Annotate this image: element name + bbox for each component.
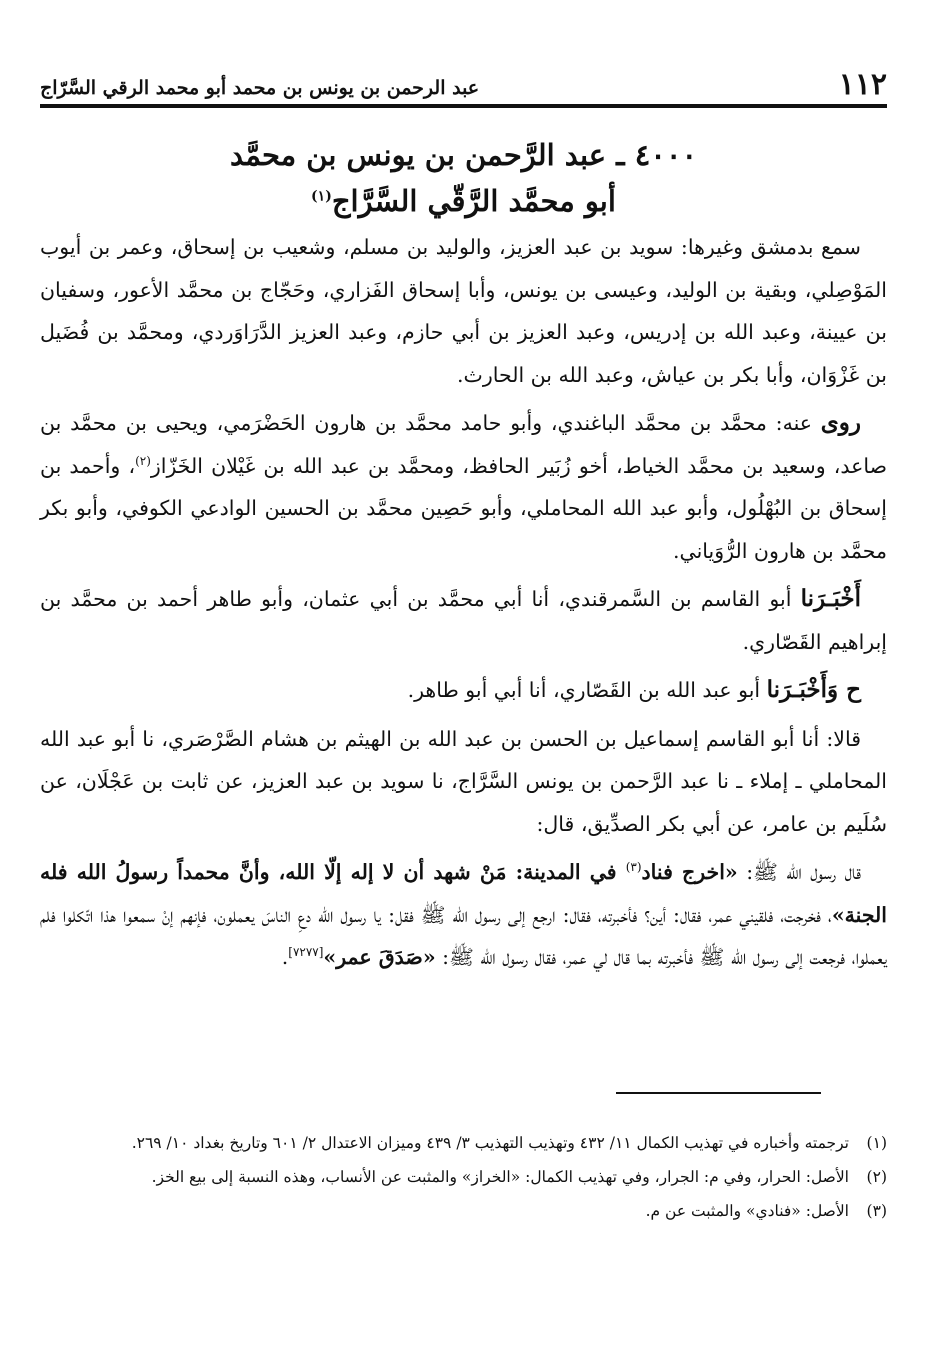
paragraph-text: ، وأحمد بن إسحاق بن البُهْلُول، وأبو عبد الله المحاملي، وأبو حَصِين محمَّد بن الحسين الوادعي الكوفي، وأبو بكر محمَّد بن هارون الرُّوَياني.	[40, 453, 887, 563]
header-divider	[40, 107, 887, 108]
paragraph-hadith	[40, 851, 887, 979]
entry-title	[40, 132, 887, 224]
hadith-quote: «اخرج فناد	[641, 860, 738, 884]
main-text	[40, 226, 887, 985]
paragraph-text: ، فخرجت، فلقيني عمر، فقال: أين؟ فأخبرته، فقال: ارجع إلى رسول الله ﷺ فقل: يا رسول الله دعِ الناسَ يعملون، فإنهم إنْ سمعوا هذا اتّكلوا فلم يعملوا، فرجعت إلى رسول الله ﷺ فأخبرته بما قال لي عمر، فقال رسول الله ﷺ:	[40, 902, 887, 969]
paragraph-students	[40, 402, 887, 572]
footnote-text: الأصل: الحرار، وفي م: الجرار، وفي تهذيب الكمال: «الخراز» والمثبت عن الأنساب، وهذه النسبة إلى بيع الخز.	[151, 1168, 849, 1186]
paragraph-teachers: سمع بدمشق وغيرها: سويد بن عبد العزيز، والوليد بن مسلم، وشعيب بن إسحاق، وعمر بن أيوب المَوْصِلي، وبقية بن الوليد، وعيسى بن يونس، وأبا إسحاق الفَزاري، وحَجّاج بن محمَّد الأعور، وسفيان بن عيينة، وعبد الله بن إدريس، وعبد العزيز بن أبي حازم، وعبد العزيز الدَّرَاوَردي، ومحمَّد بن فُضَيل بن غَزْوَان، وأبا بكر بن عياش، وعبد الله بن الحارث.	[40, 235, 887, 387]
entry-title-line2-text: أبو محمَّد الرَّقّي السَّرَّاج	[331, 184, 616, 218]
hadith-number: [٧٢٧٧]	[288, 945, 324, 960]
paragraph-isnad-1	[40, 578, 887, 663]
footnotes	[40, 1128, 887, 1230]
paragraph-isnad-3: قالا: أنا أبو القاسم إسماعيل بن الحسن بن عبد الله بن الهيثم بن هشام الصَّرْصَري، نا أبو عبد الله المحاملي ـ إملاء ـ نا عبد الرَّحمن بن يونس السَّرَّاج، نا سويد بن عبد العزيز، عن ثابت بن عَجْلَان، عن سُلَيم بن عامر، عن أبي بكر الصدِّيق، قال:	[40, 726, 887, 836]
footnote	[40, 1162, 887, 1192]
paragraph-text: قال رسول الله ﷺ:	[737, 860, 862, 884]
paragraph-isnad-2	[40, 669, 887, 712]
lead-word: روى	[820, 409, 861, 436]
page-number: ١١٢	[838, 67, 887, 102]
footnote-marker: (٣)	[866, 1202, 887, 1220]
footnote-text: ترجمته وأخباره في تهذيب الكمال ١١/ ٤٣٢ وتهذيب التهذيب ٣/ ٤٣٩ وميزان الاعتدال ٢/ ٦٠١ وتاريخ بغداد ١٠/ ٢٦٩.	[131, 1134, 849, 1152]
paragraph-text: أبو عبد الله بن القَصّاري، أنا أبي أبو طاهر.	[407, 678, 767, 702]
footnote-ref[interactable]: (٢)	[135, 453, 151, 468]
entry-title-line1: ٤٠٠٠ ـ عبد الرَّحمن بن يونس بن محمَّد	[229, 138, 698, 172]
paragraph-text: أبو القاسم بن السَّمرقندي، أنا أبي محمَّد بن أبي عثمان، وأبو طاهر أحمد بن محمَّد بن إبراهيم القَصّاري.	[40, 587, 887, 654]
footnote	[40, 1128, 887, 1158]
footnote-text: الأصل: «فنادي» والمثبت عن م.	[645, 1202, 849, 1220]
footnote-divider	[616, 1092, 821, 1094]
hadith-quote: «صَدَقَ عمر»	[323, 945, 436, 969]
hadith-quote: في المدينة: مَنْ شهد أن لا إله إلّا الله، وأنَّ محمداً رسولُ الله فله الجنة»	[40, 860, 887, 927]
running-title: عبد الرحمن بن يونس بن محمد أبو محمد الرقي السَّرّاج	[40, 77, 480, 99]
entry-title-line2	[40, 178, 887, 224]
lead-word: ح وَأَخْبَـرَنا	[766, 676, 861, 703]
page-header	[40, 56, 887, 107]
footnote-marker: (١)	[866, 1134, 887, 1152]
footnote-marker: (٢)	[866, 1168, 887, 1186]
footnote-ref[interactable]: (١)	[311, 188, 332, 205]
footnote-ref[interactable]: (٣)	[625, 860, 642, 875]
paragraph-text: عنه: محمَّد بن محمَّد الباغندي، وأبو حامد محمَّد بن هارون الحَضْرَمي، ويحيى بن محمَّد بن صاعد، وسعيد بن محمَّد الخياط، أخو زُبَير الحافظ، ومحمَّد بن عبد الله بن غَيْلان الخَزّاز	[40, 411, 887, 478]
footnote	[40, 1196, 887, 1226]
paragraph-text: .	[281, 945, 289, 969]
lead-word: أَخْبَـرَنا	[800, 585, 861, 612]
